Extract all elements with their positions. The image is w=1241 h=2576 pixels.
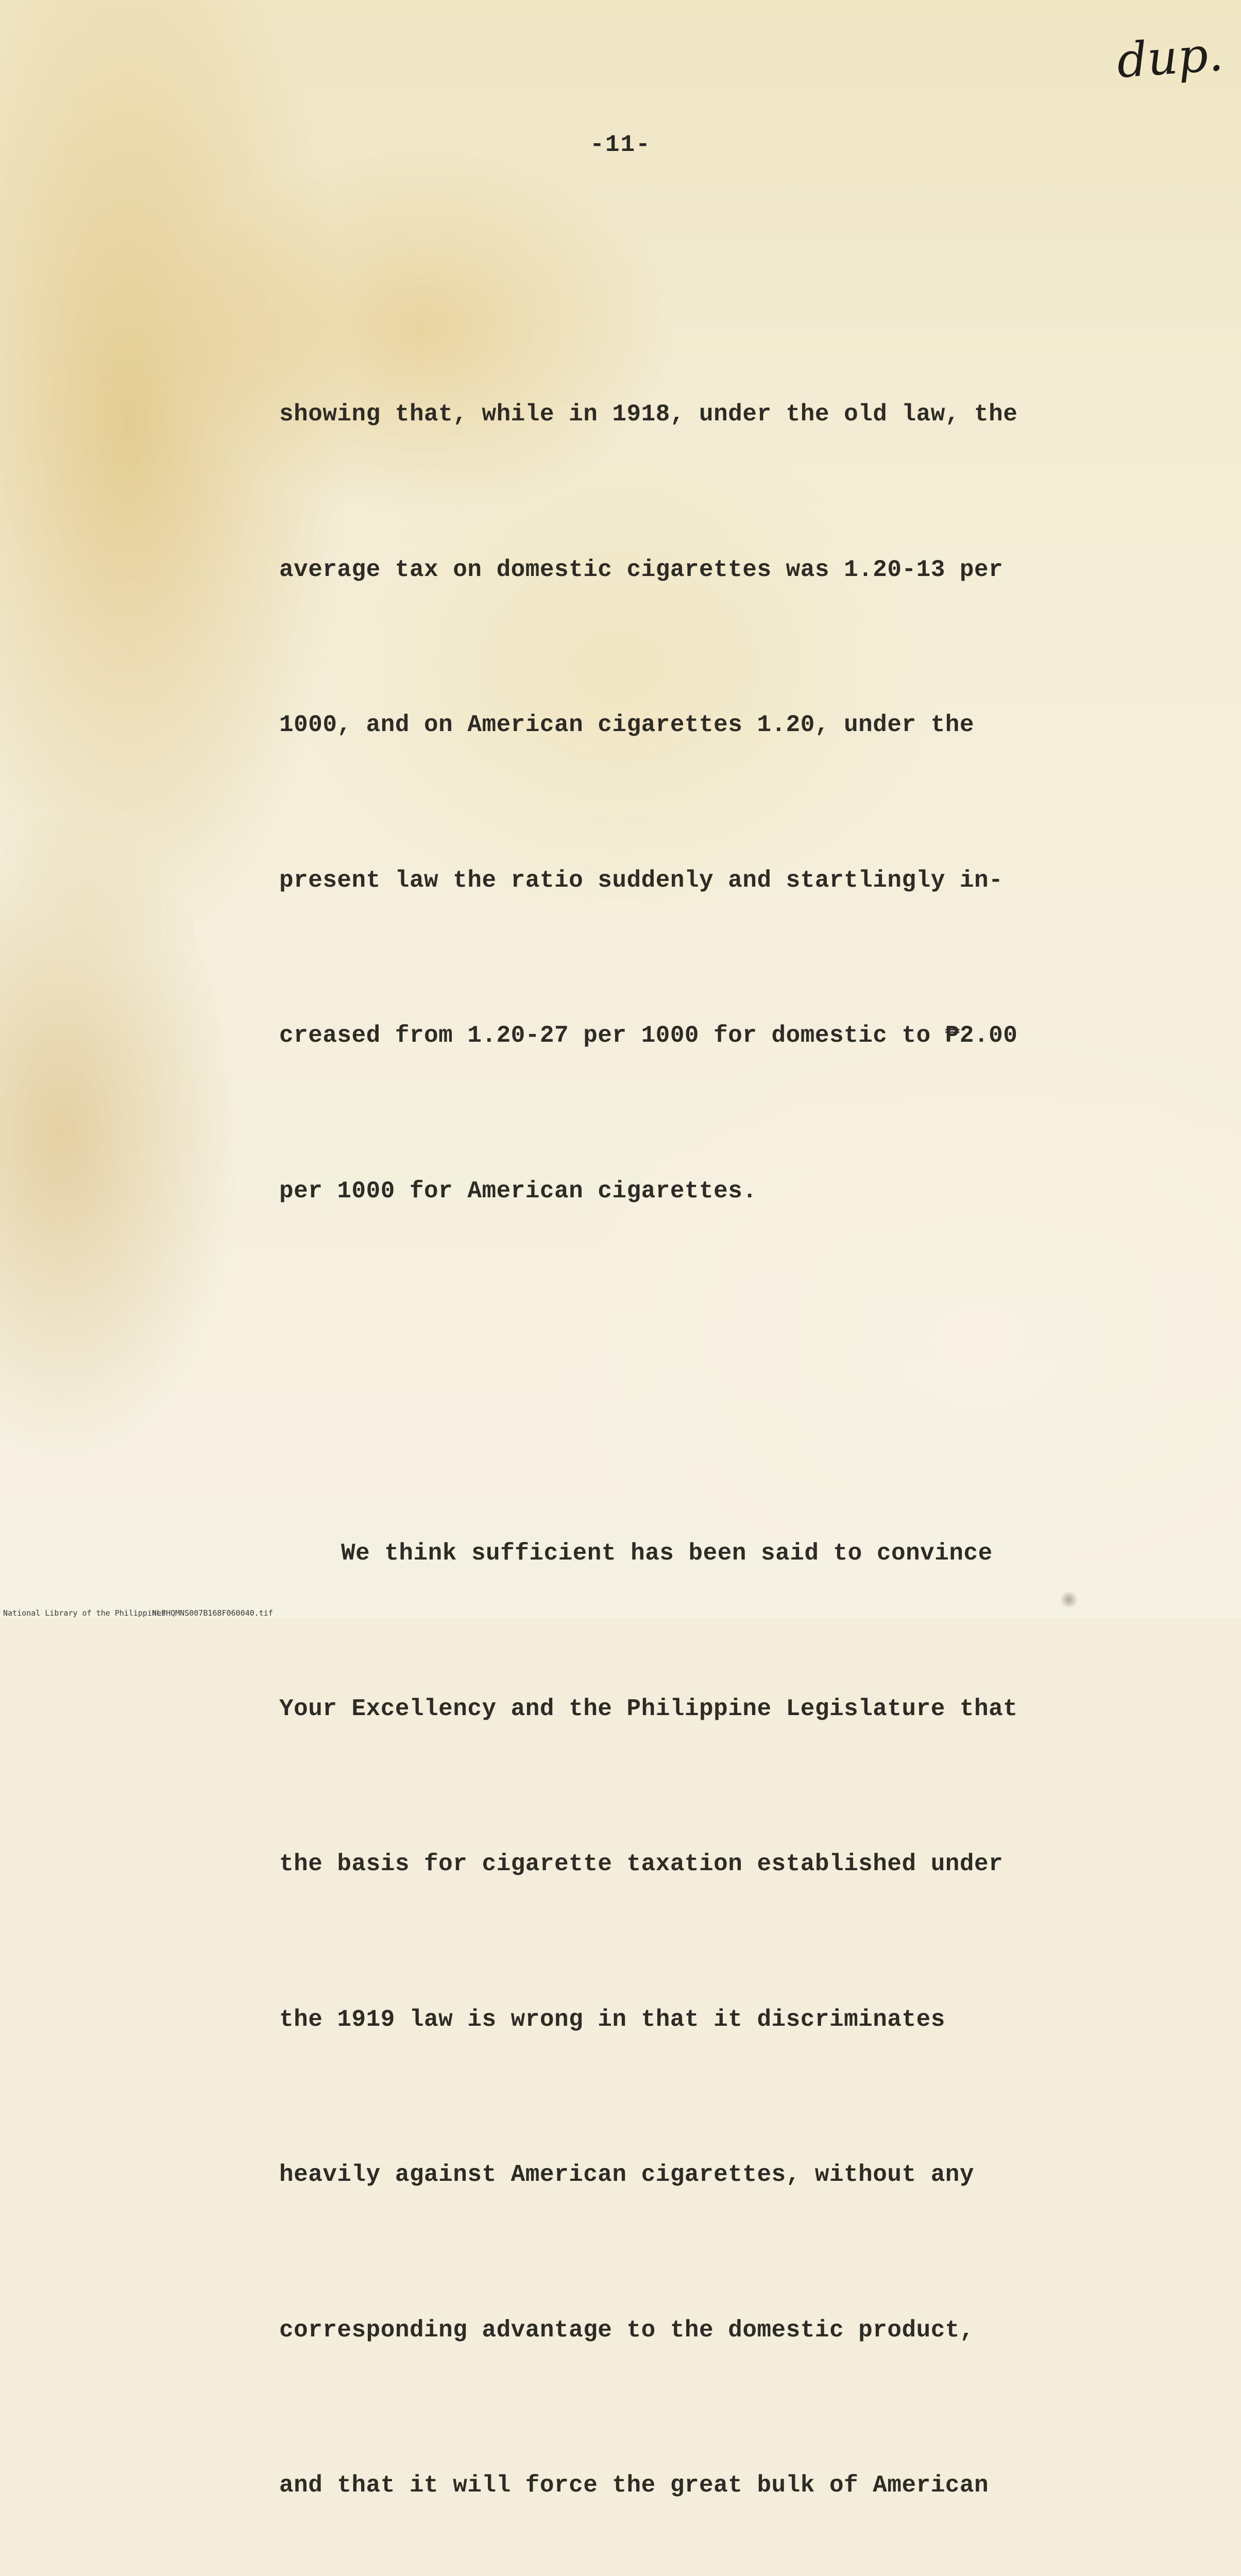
text-line: 1000, and on American cigarettes 1.20, under the bbox=[279, 711, 975, 738]
paper-blemish bbox=[1059, 1592, 1079, 1607]
footer-file-id: NLPHQMNS007B168F060040.tif bbox=[152, 1608, 273, 1618]
text-line: showing that, while in 1918, under the old law, the bbox=[279, 401, 1018, 428]
text-line: Your Excellency and the Philippine Legislature that bbox=[279, 1695, 1018, 1722]
text-line: average tax on domestic cigarettes was 1.20-13 per bbox=[279, 556, 1004, 583]
text-line: heavily against American cigarettes, without any bbox=[279, 2161, 975, 2188]
paragraph-2 bbox=[279, 1424, 1018, 2576]
text-line: per 1000 for American cigarettes. bbox=[279, 1177, 757, 1205]
body-text bbox=[279, 181, 1018, 2576]
text-line: present law the ratio suddenly and startlingly in- bbox=[279, 867, 1004, 894]
handwritten-annotation: dup. bbox=[1115, 26, 1225, 89]
page-number: -11- bbox=[590, 131, 651, 158]
text-line: We think sufficient has been said to convince bbox=[341, 1540, 993, 1567]
paragraph-1 bbox=[279, 285, 1018, 1320]
text-line: the 1919 law is wrong in that it discriminates bbox=[279, 2006, 945, 2033]
text-line: creased from 1.20-27 per 1000 for domestic to ₱2.00 bbox=[279, 1022, 1018, 1049]
footer-library: National Library of the Philippines bbox=[3, 1608, 166, 1618]
text-line: corresponding advantage to the domestic product, bbox=[279, 2316, 975, 2344]
text-line: the basis for cigarette taxation established under bbox=[279, 1851, 1004, 1877]
text-line: and that it will force the great bulk of American bbox=[279, 2472, 989, 2499]
